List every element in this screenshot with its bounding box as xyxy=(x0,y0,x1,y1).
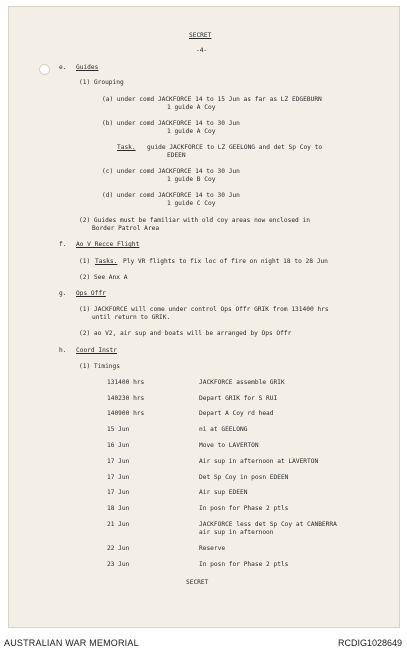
timing-when: 23 Jun xyxy=(107,561,130,568)
timing-event: JACKFORCE assemble GRIK xyxy=(199,379,285,386)
task-line1: guide JACKFORCE to LZ GEELONG and det Sp Coy to xyxy=(147,144,323,151)
timing-when: 17 Jun xyxy=(107,489,130,496)
section-f-letter: f. xyxy=(59,241,67,248)
ops-p2: (2) ao V2, air sup and boats will be arranged by Ops Offr xyxy=(79,330,292,337)
header-classification: SECRET xyxy=(189,32,212,39)
timing-when: 16 Jun xyxy=(107,442,130,449)
recce-tasks-label: Tasks. xyxy=(95,258,118,265)
guide-b-line2: 1 guide A Coy xyxy=(167,128,216,135)
page-number: -4- xyxy=(196,47,208,54)
ops-p1-line1: (1) JACKFORCE will come under control Ops Offr GRIK from 131400 hrs xyxy=(79,306,329,313)
timing-when: 140900 hrs xyxy=(107,410,145,417)
guide-b-line1: (b) under comd JACKFORCE 14 to 30 Jun xyxy=(102,120,240,127)
guide-c-line2: 1 guide B Coy xyxy=(167,176,216,183)
timing-event: Air sup in afternoon at LAVERTON xyxy=(199,458,319,465)
timing-event: JACKFORCE less det Sp Coy at CANBERRA xyxy=(199,521,337,528)
timing-when: 140230 hrs xyxy=(107,395,145,402)
timing-when: 17 Jun xyxy=(107,458,130,465)
ops-p1-line2: until return to GRIK. xyxy=(92,314,171,321)
guide-a-line1: (a) under comd JACKFORCE 14 to 15 Jun as far as LZ EDGEBURN xyxy=(102,96,322,103)
timing-when: 131400 hrs xyxy=(107,379,145,386)
recce-p1-num: (1) xyxy=(79,258,91,265)
task-line2: EDEEN xyxy=(167,152,186,159)
timings-heading: (1) Timings xyxy=(79,363,120,370)
timing-event: Depart GRIK for S RUI xyxy=(199,395,278,402)
timing-event: Reserve xyxy=(199,545,226,552)
timing-event: Move to LAVERTON xyxy=(199,442,259,449)
guide-d-line2: 1 guide C Coy xyxy=(167,200,216,207)
guide-a-line2: 1 guide A Coy xyxy=(167,104,216,111)
section-f-title: Ao V Recce Flight xyxy=(76,241,140,248)
timing-when: 22 Jun xyxy=(107,545,130,552)
timing-when: 21 Jun xyxy=(107,521,130,528)
timing-event-continued: air sup in afternoon xyxy=(199,529,274,536)
timing-event: Air sup EDEEN xyxy=(199,489,248,496)
timing-when: 15 Jun xyxy=(107,426,130,433)
recce-p2: (2) See Anx A xyxy=(79,274,128,281)
section-g-letter: g. xyxy=(59,290,67,297)
archive-footer xyxy=(0,632,407,654)
grouping-heading: (1) Grouping xyxy=(79,79,124,86)
archive-name: AUSTRALIAN WAR MEMORIAL xyxy=(4,638,139,648)
archive-record-id: RCDIG1028649 xyxy=(337,638,402,648)
section-g-title: Ops Offr xyxy=(76,290,106,297)
document-page xyxy=(8,6,400,628)
timing-when: 18 Jun xyxy=(107,505,130,512)
timing-event: In posn for Phase 2 ptls xyxy=(199,561,289,568)
section-e-letter: e. xyxy=(59,64,67,71)
guide-d-line1: (d) under comd JACKFORCE 14 to 30 Jun xyxy=(102,192,240,199)
section-h-title: Coord Instr xyxy=(76,347,117,354)
timing-event: Det Sp Coy in posn EDEEN xyxy=(199,474,289,481)
timing-event: ni at GEELONG xyxy=(199,426,248,433)
section-e-title: Guides xyxy=(76,64,99,71)
timing-event: In posn for Phase 2 ptls xyxy=(199,505,289,512)
recce-tasks-text: Ply VR flights to fix loc of fire on night 18 to 28 Jun xyxy=(123,258,328,265)
guides-familiar-line1: (2) Guides must be familiar with old coy areas now enclosed in xyxy=(79,217,310,224)
task-label: Task. xyxy=(117,144,136,151)
punch-hole xyxy=(39,64,50,75)
footer-classification: SECRET xyxy=(186,579,209,586)
guides-familiar-line2: Border Patrol Area xyxy=(92,225,160,232)
timing-event: Depart A Coy rd head xyxy=(199,410,274,417)
guide-c-line1: (c) under comd JACKFORCE 14 to 30 Jun xyxy=(102,168,240,175)
section-h-letter: h. xyxy=(59,347,67,354)
timing-when: 17 Jun xyxy=(107,474,130,481)
